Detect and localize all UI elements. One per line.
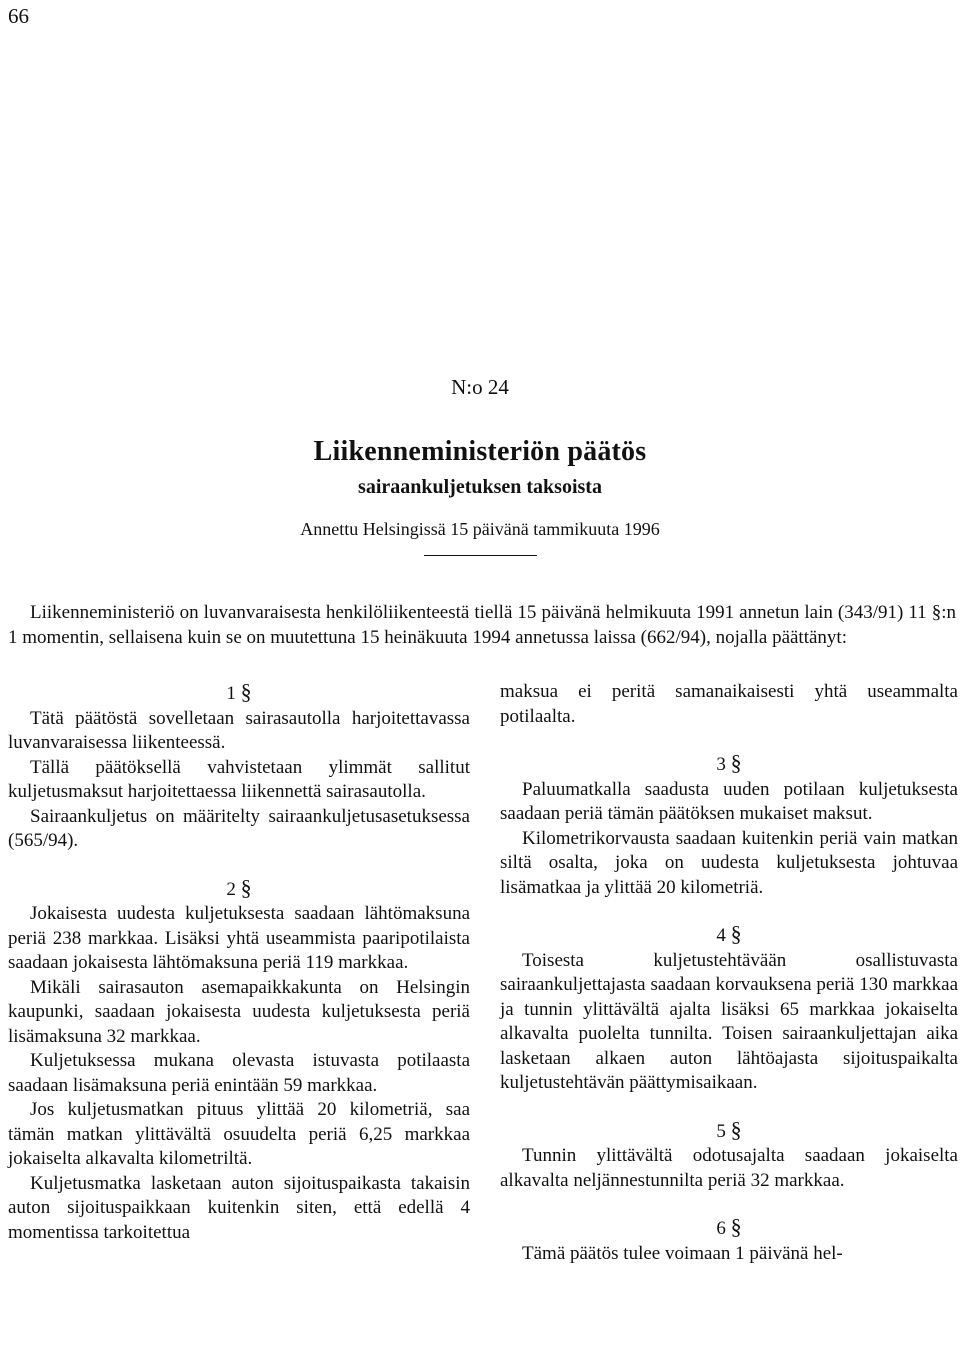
page-title: Liikenneministeriön päätös bbox=[313, 436, 647, 467]
paragraph: Toisesta kuljetustehtävään osallistuvasta sairaankuljettajasta saadaan korvauksena periä 130 markkaa ja tunnin ylittävältä ajalta lisäksi 65 markkaa jokaiselta alkavalta puolelta tunnilta. Toisen sairaankuljettajan aika lasketaan alkaen auton lähtöajasta sijoituspaikalta kuljetustehtävän päättymisaikaan. bbox=[500, 949, 958, 1093]
section-1 bbox=[8, 680, 470, 854]
section-number: 5 bbox=[716, 1120, 726, 1142]
section-sign: § bbox=[730, 1116, 742, 1142]
section-number: 1 bbox=[226, 683, 236, 704]
section-number: 6 bbox=[716, 1218, 726, 1239]
paragraph: Kilometrikorvausta saadaan kuitenkin periä vain matkan siltä osalta, joka on uudesta kuljetuksesta johtuvaa lisämatkaa ja ylittää 20 kilometriä. bbox=[500, 827, 958, 898]
section-heading bbox=[500, 1215, 958, 1242]
header-divider bbox=[424, 555, 537, 556]
left-column bbox=[8, 680, 470, 1245]
issued-date: Annettu Helsingissä 15 päivänä tammikuuta 1996 bbox=[300, 519, 660, 539]
section-sign: § bbox=[730, 750, 742, 775]
section-number: 3 bbox=[716, 754, 726, 775]
section-number: 2 bbox=[226, 878, 236, 900]
section-5 bbox=[500, 1118, 958, 1194]
paragraph: Tämä päätös tulee voimaan 1 päivänä hel- bbox=[522, 1242, 843, 1264]
paragraph: Tätä päätöstä sovelletaan sairasautolla harjoitettavassa luvanvaraisessa liikenteessä. bbox=[8, 707, 470, 753]
preamble-paragraph: Liikenneministeriö on luvanvaraisesta henkilöliikenteestä tiellä 15 päivänä helmikuuta 1991 annetun lain (343/91) 11 §:n 1 momentin, sellaisena kuin se on muutettuna 15 heinäkuuta 1994 annetussa laissa (662/94), nojalla päättänyt: bbox=[8, 602, 956, 648]
section-sign: § bbox=[240, 874, 252, 900]
paragraph: Kuljetuksessa mukana olevasta istuvasta potilaasta saadaan lisämaksuna periä enintään 59 markkaa. bbox=[8, 1050, 470, 1096]
section-3 bbox=[500, 751, 958, 900]
section-heading bbox=[8, 680, 470, 707]
paragraph: Tällä päätöksellä vahvistetaan ylimmät sallitut kuljetusmaksut harjoitettaessa liikennettä sairasautolla. bbox=[8, 756, 470, 802]
continued-paragraph: maksua ei peritä samanaikaisesti yhtä useammalta potilaalta. bbox=[500, 681, 958, 727]
section-heading bbox=[500, 751, 958, 778]
section-heading bbox=[500, 922, 958, 949]
section-number: 4 bbox=[716, 925, 726, 946]
section-2 bbox=[8, 876, 470, 1246]
paragraph: Kuljetusmatka lasketaan auton sijoituspaikasta takaisin auton sijoituspaikkaan kuitenkin siten, että edellä 4 momentissa tarkoitettua bbox=[8, 1172, 470, 1243]
paragraph: Mikäli sairasauton asemapaikkakunta on Helsingin kaupunki, saadaan jokaisesta uudesta kuljetuksesta periä lisämaksuna 32 markkaa. bbox=[8, 976, 470, 1047]
page-subtitle: sairaankuljetuksen taksoista bbox=[358, 476, 602, 498]
right-column bbox=[500, 680, 958, 1266]
section-6 bbox=[500, 1215, 958, 1266]
paragraph: Paluumatkalla saadusta uuden potilaan kuljetuksesta saadaan periä tämän päätöksen mukaiset maksut. bbox=[500, 778, 958, 824]
page-number: 66 bbox=[8, 4, 29, 28]
section-4 bbox=[500, 922, 958, 1096]
section-heading bbox=[8, 876, 470, 903]
paragraph: Tunnin ylittävältä odotusajalta saadaan jokaiselta alkavalta neljännestunnilta periä 32 markkaa. bbox=[500, 1145, 958, 1191]
decision-number: N:o 24 bbox=[451, 375, 509, 399]
section-sign: § bbox=[730, 1214, 742, 1239]
section-sign: § bbox=[240, 679, 252, 704]
paragraph: Sairaankuljetus on määritelty sairaankuljetusasetuksessa (565/94). bbox=[8, 805, 470, 851]
paragraph: Jos kuljetusmatkan pituus ylittää 20 kilometriä, saa tämän matkan ylittävältä osuudelta periä 6,25 markkaa jokaiselta alkavalta kilometriltä. bbox=[8, 1099, 470, 1169]
section-sign: § bbox=[730, 921, 742, 946]
section-heading bbox=[500, 1118, 958, 1145]
paragraph: Jokaisesta uudesta kuljetuksesta saadaan lähtömaksuna periä 238 markkaa. Lisäksi yhtä useammista paaripotilaista saadaan jokaisesta lähtömaksuna periä 119 markkaa. bbox=[8, 903, 470, 973]
